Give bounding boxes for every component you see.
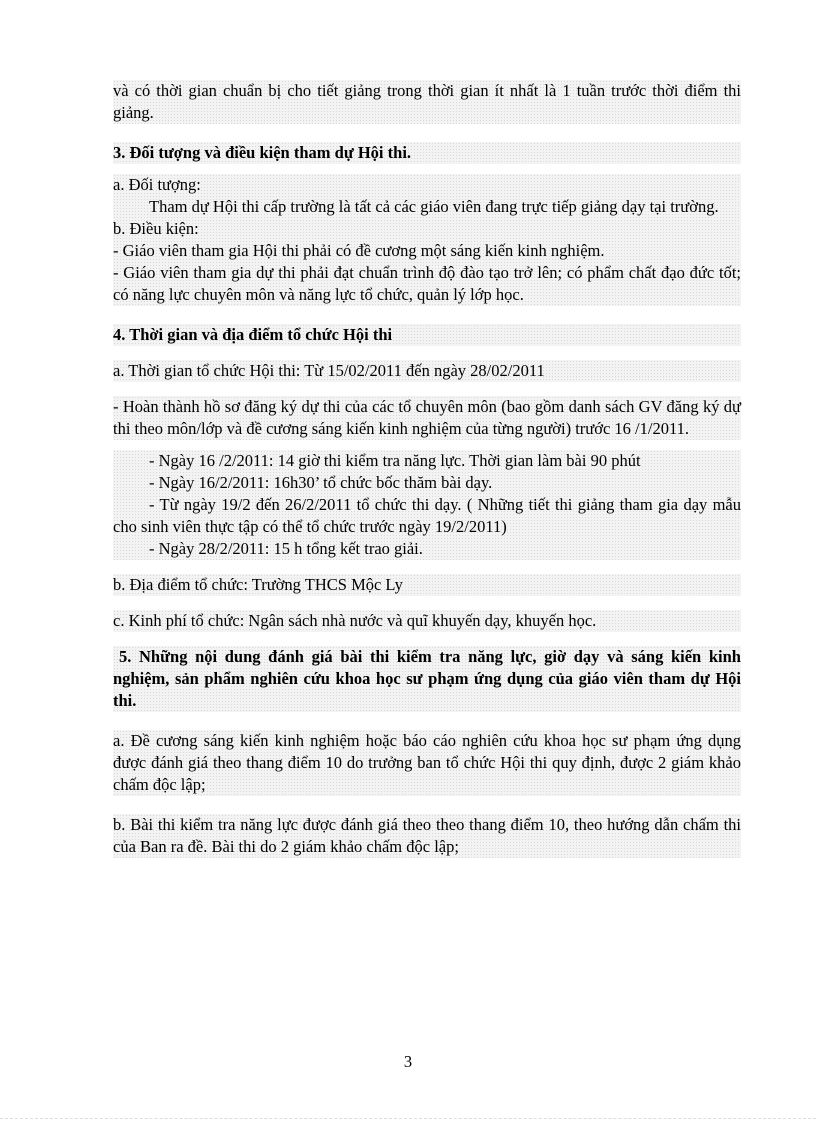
schedule-item: - Từ ngày 19/2 đến 26/2/2011 tổ chức thi dạy. ( Những tiết thi giảng tham gia dạy mẫu cho sinh viên thực tập có thể tổ chức trước ngày 19/2/2011): [113, 495, 741, 536]
section-5-heading: [113, 646, 741, 712]
schedule-item: - Ngày 16/2/2011: 16h30’ tổ chức bốc thăm bài dạy.: [149, 473, 493, 492]
section-4-heading: 4. Thời gian và địa điểm tổ chức Hội thi: [113, 324, 741, 346]
section-3-b-item: - Giáo viên tham gia dự thi phải đạt chuẩn trình độ đào tạo trở lên; có phẩm chất đạo đức tốt; có năng lực chuyên môn và năng lực tổ chức, quản lý lớp học.: [113, 263, 741, 304]
intro-paragraph: và có thời gian chuẩn bị cho tiết giảng trong thời gian ít nhất là 1 tuần trước thời điểm thi giảng.: [113, 81, 741, 122]
section-3-b-label: b. Điều kiện:: [113, 219, 199, 238]
section-4-c-line: c. Kinh phí tổ chức: Ngân sách nhà nước và quĩ khuyến dạy, khuyến học.: [113, 610, 741, 632]
section-3-a-label: a. Đối tượng:: [113, 175, 201, 194]
section-4-b-line: b. Địa điểm tổ chức: Trường THCS Mộc Ly: [113, 574, 741, 596]
section-3-a-text: Tham dự Hội thi cấp trường là tất cả các giáo viên đang trực tiếp giảng dạy tại trường.: [149, 197, 719, 216]
section-3-body: [113, 174, 741, 306]
section-4-registration: - Hoàn thành hồ sơ đăng ký dự thi của các tổ chuyên môn (bao gồm danh sách GV đăng ký dự thi theo môn/lớp và đề cương sáng kiến kinh nghiệm của từng người) trước 16 /1/2011.: [113, 397, 741, 438]
section-5-heading-text: 5. Những nội dung đánh giá bài thi kiểm tra năng lực, giờ dạy và sáng kiến kinh nghiệm, sản phẩm nghiên cứu khoa học sư phạm ứng dụng của giáo viên tham dự Hội thi.: [113, 647, 741, 710]
section-5-a-text: a. Đề cương sáng kiến kinh nghiệm hoặc báo cáo nghiên cứu khoa học sư phạm ứng dụng được đánh giá theo thang điểm 10 do trưởng ban tổ chức Hội thi quy định, được 2 giám khảo chấm độc lập;: [113, 731, 741, 794]
schedule-item: - Ngày 16 /2/2011: 14 giờ thi kiểm tra năng lực. Thời gian làm bài 90 phút: [149, 451, 641, 470]
document-page: [113, 80, 741, 858]
schedule-item: - Ngày 28/2/2011: 15 h tổng kết trao giải.: [149, 539, 423, 558]
page-bottom-border: [0, 1118, 816, 1119]
page-number: 3: [403, 1052, 413, 1071]
section-3-b-item: - Giáo viên tham gia Hội thi phải có đề cương một sáng kiến kinh nghiệm.: [113, 241, 605, 260]
section-3-heading: 3. Đối tượng và điều kiện tham dự Hội thi.: [113, 142, 741, 164]
section-4-a-line: a. Thời gian tổ chức Hội thi: Từ 15/02/2011 đến ngày 28/02/2011: [113, 360, 741, 382]
section-4-schedule: [113, 450, 741, 560]
section-5-b-text: b. Bài thi kiểm tra năng lực được đánh giá theo theo thang điểm 10, theo hướng dẫn chấm thi của Ban ra đề. Bài thi do 2 giám khảo chấm độc lập;: [113, 815, 741, 856]
